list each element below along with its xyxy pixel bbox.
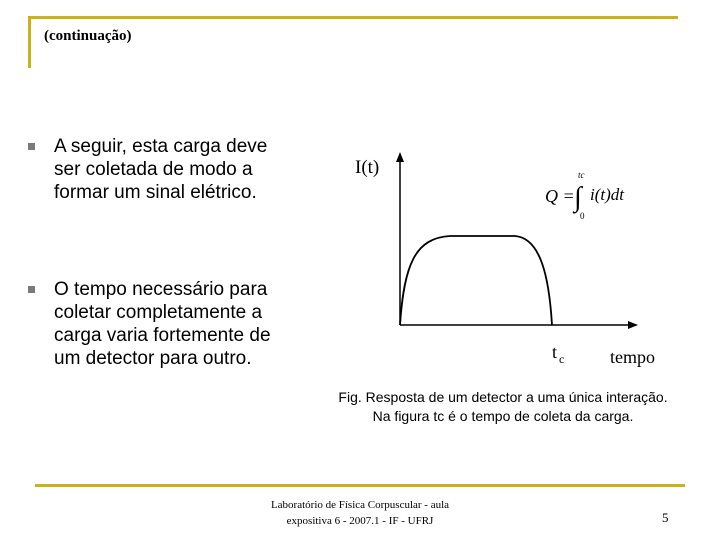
top-rule (28, 16, 678, 19)
bottom-rule (35, 484, 685, 487)
caption-line-1: Fig. Resposta de um detector a uma única interação. (338, 389, 668, 405)
caption-line-2: Na figura tc é o tempo de coleta da carga. (372, 408, 634, 424)
bullet-marker (28, 143, 35, 150)
footer-line-1: Laboratório de Física Corpuscular - aula (270, 499, 450, 511)
bullet-text: O tempo necessário para coletar completamente a carga varia fortemente de um detector para outro. (54, 279, 271, 369)
slide-title: (continuação) (44, 28, 132, 44)
integral-sign-icon: ∫ (574, 182, 582, 213)
y-axis-label: I(t) (355, 157, 380, 178)
equation-lhs: Q = (545, 186, 575, 206)
lower-limit: 0 (580, 211, 585, 221)
footer (240, 497, 480, 529)
detector-response-figure (340, 140, 680, 380)
integrand: i(t)dt (590, 185, 624, 204)
bullet-marker (28, 286, 35, 293)
x-axis-label: tempo (610, 347, 655, 367)
current-pulse-curve (400, 236, 552, 325)
page-number: 5 (662, 510, 669, 525)
tc-label: t (552, 342, 558, 362)
top-left-rule (28, 16, 31, 68)
x-axis-arrow (628, 321, 638, 329)
y-axis-arrow (396, 152, 404, 162)
tc-subscript: c (559, 352, 565, 366)
figure-caption (300, 388, 706, 426)
footer-line-2: expositiva 6 - 2007.1 - IF - UFRJ (286, 515, 434, 527)
charge-equation (545, 170, 625, 221)
upper-limit: tc (578, 170, 585, 180)
bullet-text: A seguir, esta carga deve ser coletada de modo a formar um sinal elétrico. (54, 136, 268, 203)
